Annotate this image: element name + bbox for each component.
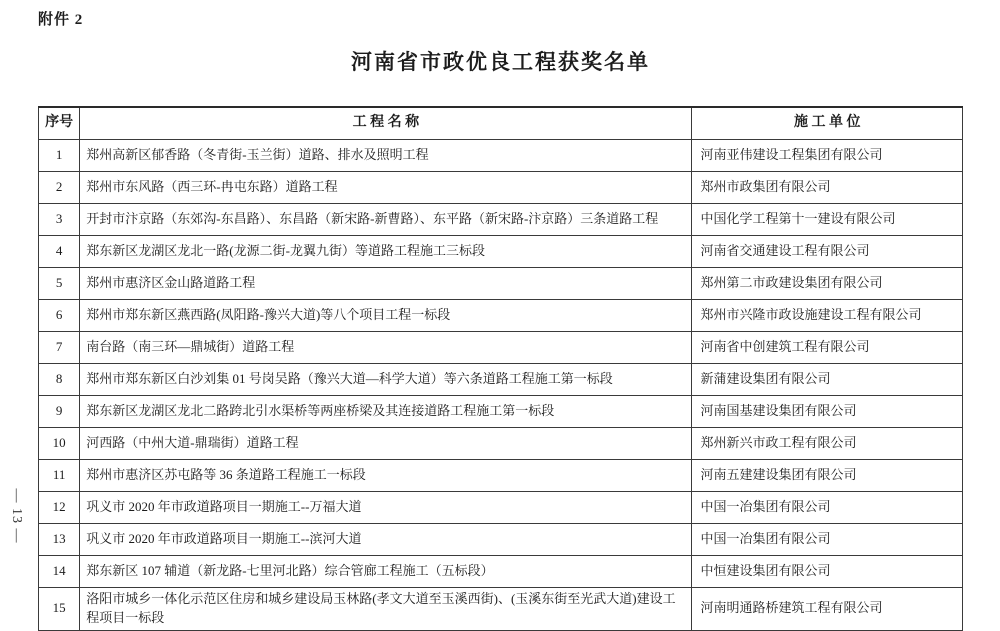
construction-unit-cell: 中恒建设集团有限公司 <box>692 556 963 588</box>
table-row <box>39 428 963 460</box>
row-index-cell: 4 <box>39 236 80 268</box>
row-index-cell: 5 <box>39 268 80 300</box>
construction-unit-cell: 中国一冶集团有限公司 <box>692 492 963 524</box>
award-table <box>38 106 963 631</box>
project-name-cell: 郑东新区龙湖区龙北二路跨北引水渠桥等两座桥梁及其连接道路工程施工第一标段 <box>80 396 692 428</box>
construction-unit-cell: 郑州新兴市政工程有限公司 <box>692 428 963 460</box>
row-index-cell: 7 <box>39 332 80 364</box>
table-row <box>39 268 963 300</box>
row-index-cell: 9 <box>39 396 80 428</box>
page-number: — 13 — <box>9 488 24 544</box>
project-name-cell: 洛阳市城乡一体化示范区住房和城乡建设局玉林路(孝文大道至玉溪西街)、(玉溪东街至光武大道)建设工程项目一标段 <box>80 588 692 631</box>
project-name-cell: 巩义市 2020 年市政道路项目一期施工--万福大道 <box>80 492 692 524</box>
construction-unit-cell: 郑州市政集团有限公司 <box>692 172 963 204</box>
row-index-cell: 6 <box>39 300 80 332</box>
table-row <box>39 492 963 524</box>
row-index-cell: 1 <box>39 140 80 172</box>
project-name-cell: 郑东新区龙湖区龙北一路(龙源二街-龙翼九街）等道路工程施工三标段 <box>80 236 692 268</box>
table-header-row <box>39 107 963 140</box>
row-index-cell: 2 <box>39 172 80 204</box>
table-row <box>39 236 963 268</box>
construction-unit-cell: 河南省交通建设工程有限公司 <box>692 236 963 268</box>
project-name-cell: 郑州市东风路（西三环-冉屯东路）道路工程 <box>80 172 692 204</box>
header-index: 序号 <box>39 107 80 140</box>
row-index-cell: 10 <box>39 428 80 460</box>
table-row <box>39 396 963 428</box>
project-name-cell: 河西路（中州大道-鼎瑞街）道路工程 <box>80 428 692 460</box>
project-name-cell: 郑州市惠济区金山路道路工程 <box>80 268 692 300</box>
project-name-cell: 郑州市郑东新区燕西路(凤阳路-豫兴大道)等八个项目工程一标段 <box>80 300 692 332</box>
project-name-cell: 郑州高新区郁香路（冬青街-玉兰街）道路、排水及照明工程 <box>80 140 692 172</box>
table-row <box>39 172 963 204</box>
project-name-cell: 郑州市郑东新区白沙刘集 01 号岗吴路（豫兴大道—科学大道）等六条道路工程施工第一标段 <box>80 364 692 396</box>
construction-unit-cell: 河南省中创建筑工程有限公司 <box>692 332 963 364</box>
page-title: 河南省市政优良工程获奖名单 <box>351 50 650 74</box>
project-name-cell: 巩义市 2020 年市政道路项目一期施工--滨河大道 <box>80 524 692 556</box>
table-row <box>39 300 963 332</box>
header-construction-unit: 施 工 单 位 <box>692 107 963 140</box>
construction-unit-cell: 河南亚伟建设工程集团有限公司 <box>692 140 963 172</box>
construction-unit-cell: 中国一冶集团有限公司 <box>692 524 963 556</box>
row-index-cell: 14 <box>39 556 80 588</box>
construction-unit-cell: 河南国基建设集团有限公司 <box>692 396 963 428</box>
construction-unit-cell: 河南明通路桥建筑工程有限公司 <box>692 588 963 631</box>
table-row <box>39 140 963 172</box>
project-name-cell: 郑州市惠济区苏屯路等 36 条道路工程施工一标段 <box>80 460 692 492</box>
row-index-cell: 3 <box>39 204 80 236</box>
table-row <box>39 524 963 556</box>
row-index-cell: 12 <box>39 492 80 524</box>
table-row <box>39 332 963 364</box>
table-row <box>39 460 963 492</box>
table-row <box>39 204 963 236</box>
construction-unit-cell: 中国化学工程第十一建设有限公司 <box>692 204 963 236</box>
construction-unit-cell: 新蒲建设集团有限公司 <box>692 364 963 396</box>
header-project-name: 工 程 名 称 <box>80 107 692 140</box>
construction-unit-cell: 河南五建建设集团有限公司 <box>692 460 963 492</box>
table-row <box>39 556 963 588</box>
row-index-cell: 11 <box>39 460 80 492</box>
table-row <box>39 364 963 396</box>
row-index-cell: 13 <box>39 524 80 556</box>
project-name-cell: 南台路（南三环—鼎城街）道路工程 <box>80 332 692 364</box>
table-row <box>39 588 963 631</box>
attachment-label: 附件 2 <box>38 12 84 28</box>
project-name-cell: 郑东新区 107 辅道（新龙路-七里河北路）综合管廊工程施工（五标段） <box>80 556 692 588</box>
construction-unit-cell: 郑州市兴隆市政设施建设工程有限公司 <box>692 300 963 332</box>
construction-unit-cell: 郑州第二市政建设集团有限公司 <box>692 268 963 300</box>
row-index-cell: 15 <box>39 588 80 631</box>
project-name-cell: 开封市汴京路（东郊沟-东昌路）、东昌路（新宋路-新曹路）、东平路（新宋路-汴京路）三条道路工程 <box>80 204 692 236</box>
row-index-cell: 8 <box>39 364 80 396</box>
